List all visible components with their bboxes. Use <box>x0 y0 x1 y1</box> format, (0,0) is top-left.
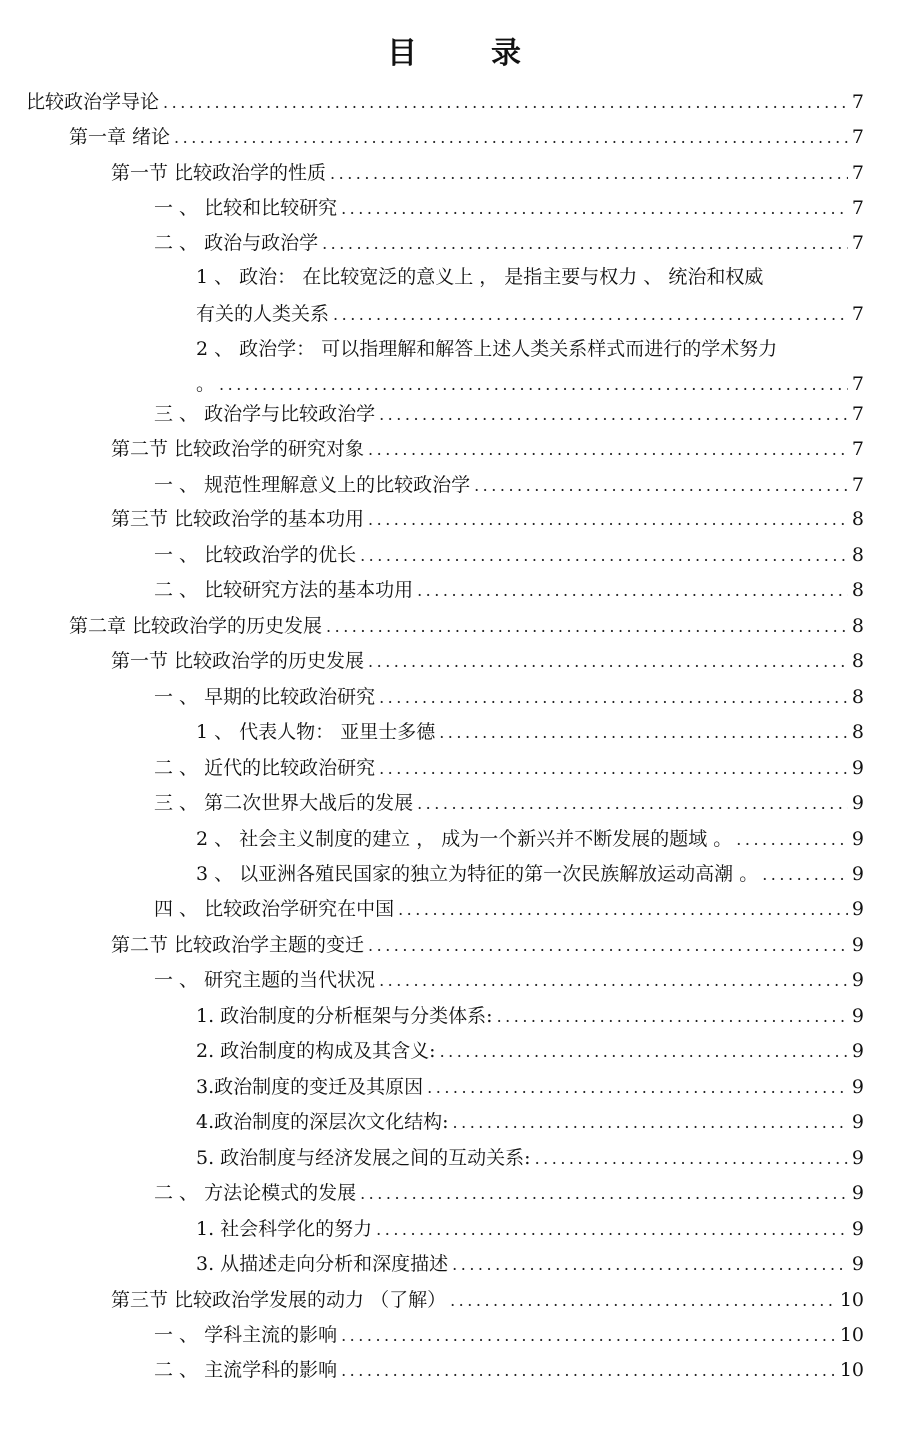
toc-entry-label: 第三节 比较政治学发展的动力 （了解） <box>111 1289 447 1311</box>
toc-entry-label: 3 、 以亚洲各殖民国家的独立为特征的第一次民族解放运动高潮 。 <box>196 863 759 885</box>
dot-leader <box>762 862 848 887</box>
page-title: 目 录 <box>387 36 543 71</box>
toc-entry-label: 2 、 社会主义制度的建立 ， 成为一个新兴并不断发展的题域 。 <box>196 828 733 850</box>
toc-entry[interactable] <box>196 719 864 745</box>
toc-entry-label: 3.政治制度的变迁及其原因 <box>196 1076 424 1098</box>
toc-entry[interactable] <box>154 684 864 710</box>
toc-entry-page: 10 <box>839 1289 864 1311</box>
toc-entry-page: 9 <box>851 1111 864 1133</box>
toc-entry-label: 3. 从描述走向分析和深度描述 <box>196 1253 449 1275</box>
toc-entry-page: 7 <box>851 162 864 184</box>
toc-entry[interactable] <box>111 648 864 674</box>
toc-entry-label: 二 、 方法论模式的发展 <box>154 1182 357 1204</box>
toc-entry[interactable] <box>154 472 864 498</box>
toc-entry[interactable] <box>154 1322 864 1348</box>
toc-entry-label: 一 、 比较和比较研究 <box>154 197 338 219</box>
toc-entry-label: 2. 政治制度的构成及其含义: <box>196 1040 436 1062</box>
toc-entry-label: 1 、 代表人物： 亚里士多德 <box>196 721 436 743</box>
toc-entry-page: 9 <box>851 1040 864 1062</box>
dot-leader <box>326 614 848 639</box>
toc-entry-page: 10 <box>839 1359 864 1381</box>
toc-entry-page: 8 <box>851 544 864 566</box>
dot-leader <box>497 1004 848 1029</box>
toc-entry-label-line1[interactable]: 1 、 政治： 在比较宽泛的意义上 ， 是指主要与权力 、 统治和权威 <box>196 266 764 288</box>
toc-entry[interactable] <box>26 89 864 115</box>
toc-entry-label: 5. 政治制度与经济发展之间的互动关系: <box>196 1147 531 1169</box>
toc-entry[interactable] <box>111 506 864 532</box>
toc-entry-page: 9 <box>851 1182 864 1204</box>
toc-entry-label: 二 、 主流学科的影响 <box>154 1359 338 1381</box>
dot-leader <box>330 161 848 186</box>
toc-entry[interactable] <box>111 932 864 958</box>
toc-entry-label: 三 、 第二次世界大战后的发展 <box>154 792 414 814</box>
toc-entry-page: 9 <box>851 1076 864 1098</box>
toc-entry[interactable] <box>196 1145 864 1171</box>
toc-entry-page: 8 <box>851 721 864 743</box>
toc-entry[interactable] <box>196 1216 864 1242</box>
toc-entry-label: 第二节 比较政治学的研究对象 <box>111 438 365 460</box>
toc-entry-label: 第一节 比较政治学的历史发展 <box>111 650 365 672</box>
toc-entry-page: 9 <box>851 1218 864 1240</box>
toc-entry-page: 8 <box>851 508 864 530</box>
toc-entry-page: 7 <box>851 373 864 395</box>
toc-entry-label: 一 、 规范性理解意义上的比较政治学 <box>154 474 471 496</box>
dot-leader <box>452 1252 848 1277</box>
toc-entry-page: 10 <box>839 1324 864 1346</box>
toc-entry-page: 9 <box>851 828 864 850</box>
toc-entry[interactable] <box>196 1038 864 1064</box>
dot-leader <box>341 196 848 221</box>
dot-leader <box>535 1146 848 1171</box>
toc-entry[interactable] <box>111 160 864 186</box>
toc-entry-label: 第一节 比较政治学的性质 <box>111 162 327 184</box>
toc-entry-label: 一 、 比较政治学的优长 <box>154 544 357 566</box>
dot-leader <box>379 402 848 427</box>
toc-entry-page: 9 <box>851 969 864 991</box>
toc-entry-page: 7 <box>851 403 864 425</box>
toc-entry[interactable] <box>196 371 864 397</box>
dot-leader <box>368 933 848 958</box>
dot-leader <box>368 437 848 462</box>
toc-entry-page: 9 <box>851 863 864 885</box>
toc-entry[interactable] <box>111 1287 864 1313</box>
toc-entry-page: 9 <box>851 1147 864 1169</box>
toc-entry-page: 9 <box>851 934 864 956</box>
dot-leader <box>379 968 848 993</box>
toc-entry-label: 二 、 比较研究方法的基本功用 <box>154 579 414 601</box>
toc-entry[interactable] <box>154 967 864 993</box>
toc-entry[interactable] <box>196 1074 864 1100</box>
toc-entry[interactable] <box>154 401 864 427</box>
dot-leader <box>439 720 848 745</box>
toc-entry-label: 比较政治学导论 <box>26 91 160 113</box>
toc-entry[interactable] <box>154 542 864 568</box>
toc-entry-page: 9 <box>851 1253 864 1275</box>
dot-leader <box>398 897 848 922</box>
toc-entry-label: 第三节 比较政治学的基本功用 <box>111 508 365 530</box>
dot-leader <box>453 1110 848 1135</box>
dot-leader <box>450 1288 836 1313</box>
toc-entry-page: 7 <box>851 197 864 219</box>
toc-entry-page: 7 <box>851 91 864 113</box>
toc-entry-page: 7 <box>851 438 864 460</box>
toc-entry[interactable] <box>196 1109 864 1135</box>
toc-entry-page: 7 <box>851 474 864 496</box>
toc-entry-page: 9 <box>851 1005 864 1027</box>
dot-leader <box>379 756 848 781</box>
dot-leader <box>736 827 848 852</box>
toc-entry-label: 一 、 学科主流的影响 <box>154 1324 338 1346</box>
toc-entry-page: 9 <box>851 898 864 920</box>
toc-entry[interactable] <box>154 790 864 816</box>
toc-entry-page: 9 <box>851 792 864 814</box>
toc-entry-label: 第一章 绪论 <box>69 126 171 148</box>
dot-leader <box>341 1323 836 1348</box>
toc-entry[interactable] <box>196 1251 864 1277</box>
toc-entry-page: 7 <box>851 232 864 254</box>
dot-leader <box>219 372 848 397</box>
toc-entry[interactable] <box>154 577 864 603</box>
toc-entry[interactable] <box>154 755 864 781</box>
toc-entry-page: 8 <box>851 686 864 708</box>
toc-entry-page: 8 <box>851 579 864 601</box>
toc-entry[interactable] <box>196 826 864 852</box>
toc-entry[interactable] <box>196 1003 864 1029</box>
toc-entry-label: 1. 政治制度的分析框架与分类体系: <box>196 1005 493 1027</box>
dot-leader <box>368 507 848 532</box>
toc-entry-label: 4.政治制度的深层次文化结构: <box>196 1111 449 1133</box>
toc-entry-label: 三 、 政治学与比较政治学 <box>154 403 376 425</box>
toc-entry-label: 四 、 比较政治学研究在中国 <box>154 898 395 920</box>
toc-entry-page: 9 <box>851 757 864 779</box>
toc-entry-label: 二 、 近代的比较政治研究 <box>154 757 376 779</box>
toc-entry-label: 有关的人类关系 <box>196 303 330 325</box>
dot-leader <box>341 1358 836 1383</box>
toc-entry[interactable] <box>196 301 864 327</box>
toc-entry-label: 第二节 比较政治学主题的变迁 <box>111 934 365 956</box>
toc-entry[interactable] <box>111 436 864 462</box>
toc-entry[interactable] <box>196 861 864 887</box>
toc-entry-page: 8 <box>851 615 864 637</box>
toc-entry-page: 8 <box>851 650 864 672</box>
toc-entry-label: 二 、 政治与政治学 <box>154 232 319 254</box>
toc-entry[interactable] <box>154 230 864 256</box>
toc-entry-label: 第二章 比较政治学的历史发展 <box>69 615 323 637</box>
dot-leader <box>360 543 848 568</box>
dot-leader <box>417 791 848 816</box>
dot-leader <box>376 1217 848 1242</box>
dot-leader <box>368 649 848 674</box>
toc-entry[interactable] <box>154 1180 864 1206</box>
toc-entry-page: 7 <box>851 126 864 148</box>
toc-entry[interactable] <box>69 124 864 150</box>
dot-leader <box>427 1075 848 1100</box>
toc-entry-label: 一 、 研究主题的当代状况 <box>154 969 376 991</box>
dot-leader <box>174 125 848 150</box>
toc-entry-label: 。 <box>196 373 216 395</box>
toc-entry-label: 一 、 早期的比较政治研究 <box>154 686 376 708</box>
dot-leader <box>163 90 848 115</box>
dot-leader <box>360 1181 848 1206</box>
toc-entry[interactable] <box>69 613 864 639</box>
dot-leader <box>440 1039 848 1064</box>
toc-entry-label: 1. 社会科学化的努力 <box>196 1218 373 1240</box>
dot-leader <box>322 231 848 256</box>
toc-entry-label-line1[interactable]: 2 、 政治学： 可以指理解和解答上述人类关系样式而进行的学术努力 <box>196 338 778 360</box>
toc-entry[interactable] <box>154 1357 864 1383</box>
dot-leader <box>333 302 848 327</box>
toc-entry[interactable] <box>154 195 864 221</box>
toc-entry-page: 7 <box>851 303 864 325</box>
dot-leader <box>417 578 848 603</box>
dot-leader <box>379 685 848 710</box>
dot-leader <box>474 473 848 498</box>
toc-entry[interactable] <box>154 896 864 922</box>
